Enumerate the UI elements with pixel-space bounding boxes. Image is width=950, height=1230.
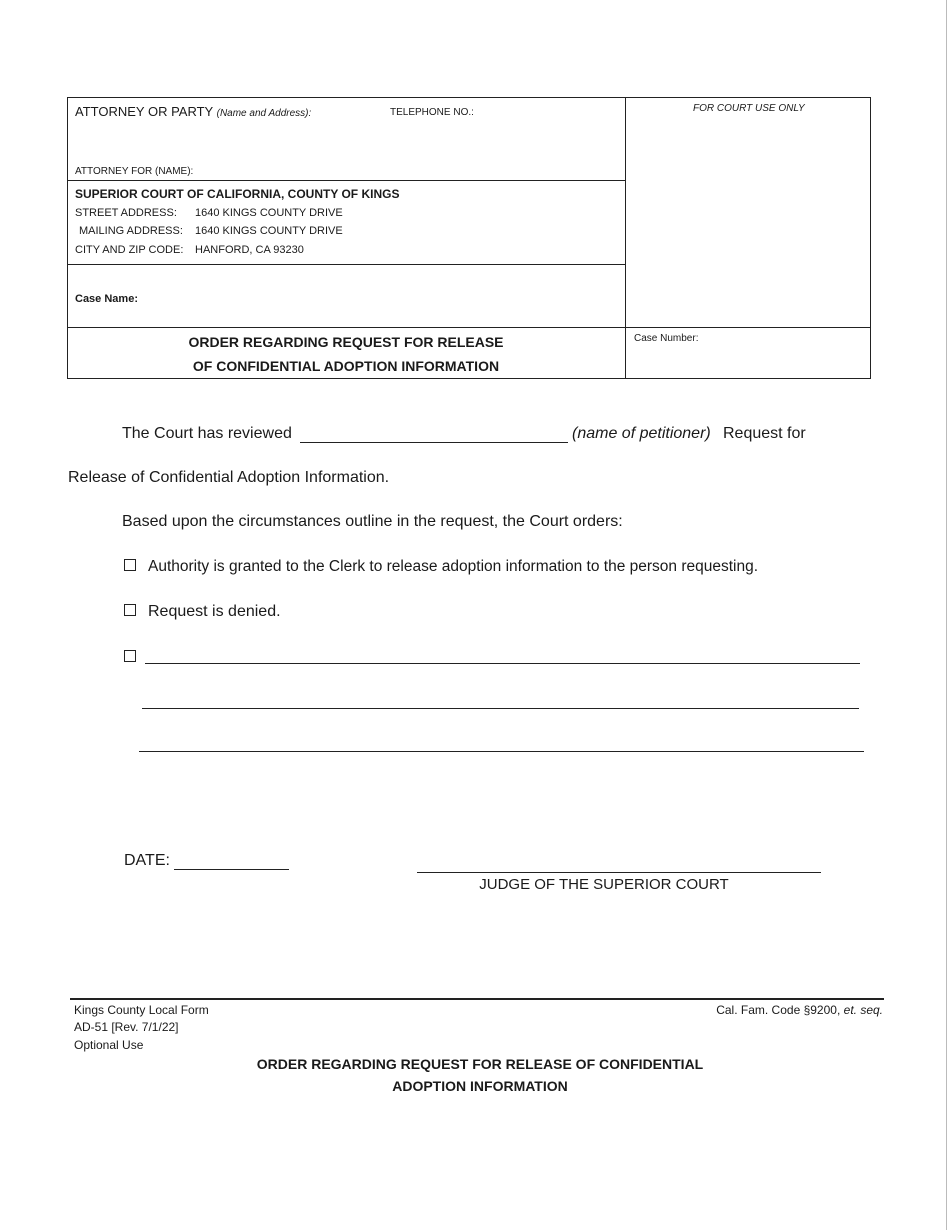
option-denied-text: Request is denied. [148, 603, 281, 620]
caption-divider-3 [67, 327, 871, 328]
footer-rule [70, 998, 884, 1000]
telephone-label: TELEPHONE NO.: [390, 107, 474, 118]
option-granted-text: Authority is granted to the Clerk to release adoption information to the person requesting. [148, 558, 759, 575]
footer-title-line-2: ADOPTION INFORMATION [392, 1078, 568, 1094]
name-address-note: (Name and Address): [216, 108, 312, 119]
case-number-label: Case Number: [634, 333, 699, 344]
petitioner-note: (name of petitioner) [572, 425, 711, 442]
request-for-text: Request for [723, 425, 806, 442]
release-line: Release of Confidential Adoption Information. [68, 469, 390, 486]
form-title-line-1: ORDER REGARDING REQUEST FOR RELEASE [188, 334, 504, 350]
footer-code-reference [716, 1003, 883, 1017]
other-order-line-3[interactable] [139, 751, 864, 752]
mailing-address-label: MAILING ADDRESS: [79, 225, 183, 237]
judge-signature-line[interactable] [417, 872, 821, 873]
caption-divider-vertical [625, 97, 626, 379]
date-field[interactable] [174, 869, 289, 870]
code-ref-text: Cal. Fam. Code §9200, [716, 1003, 841, 1017]
denied-checkbox[interactable] [124, 604, 136, 616]
other-order-line-1[interactable] [145, 663, 860, 664]
city-zip-value: HANFORD, CA 93230 [195, 244, 304, 256]
form-title-line-2: OF CONFIDENTIAL ADOPTION INFORMATION [192, 358, 500, 374]
footer-title-line-1: ORDER REGARDING REQUEST FOR RELEASE OF CONFIDENTIAL [256, 1056, 704, 1072]
other-checkbox[interactable] [124, 650, 136, 662]
based-upon-text: Based upon the circumstances outline in the request, the Court orders: [122, 513, 623, 530]
attorney-or-party-text: ATTORNEY OR PARTY [75, 104, 213, 119]
court-name: SUPERIOR COURT OF CALIFORNIA, COUNTY OF KINGS [75, 187, 400, 201]
caption-divider-1 [67, 180, 625, 181]
mailing-address-value: 1640 KINGS COUNTY DRIVE [195, 225, 343, 237]
granted-checkbox[interactable] [124, 559, 136, 571]
other-order-line-2[interactable] [142, 708, 859, 709]
attorney-or-party-label [75, 104, 311, 119]
footer-form-line-2: AD-51 [Rev. 7/1/22] [74, 1020, 179, 1034]
judge-label: JUDGE OF THE SUPERIOR COURT [479, 876, 729, 893]
petitioner-name-field[interactable] [300, 442, 568, 443]
city-zip-label: CITY AND ZIP CODE: [75, 244, 184, 256]
footer-form-line-1: Kings County Local Form [74, 1003, 209, 1017]
code-etseq-text: et. seq. [843, 1003, 883, 1017]
page-edge-rule [946, 0, 947, 1230]
street-address-value: 1640 KINGS COUNTY DRIVE [195, 207, 343, 219]
reviewed-prefix: The Court has reviewed [122, 425, 292, 442]
court-use-only-label: FOR COURT USE ONLY [693, 103, 805, 114]
case-name-label: Case Name: [75, 293, 138, 305]
footer-form-line-3: Optional Use [74, 1038, 144, 1052]
attorney-for-label: ATTORNEY FOR (NAME): [75, 166, 194, 177]
caption-divider-2 [67, 264, 625, 265]
date-label: DATE: [124, 852, 170, 869]
street-address-label: STREET ADDRESS: [75, 207, 177, 219]
